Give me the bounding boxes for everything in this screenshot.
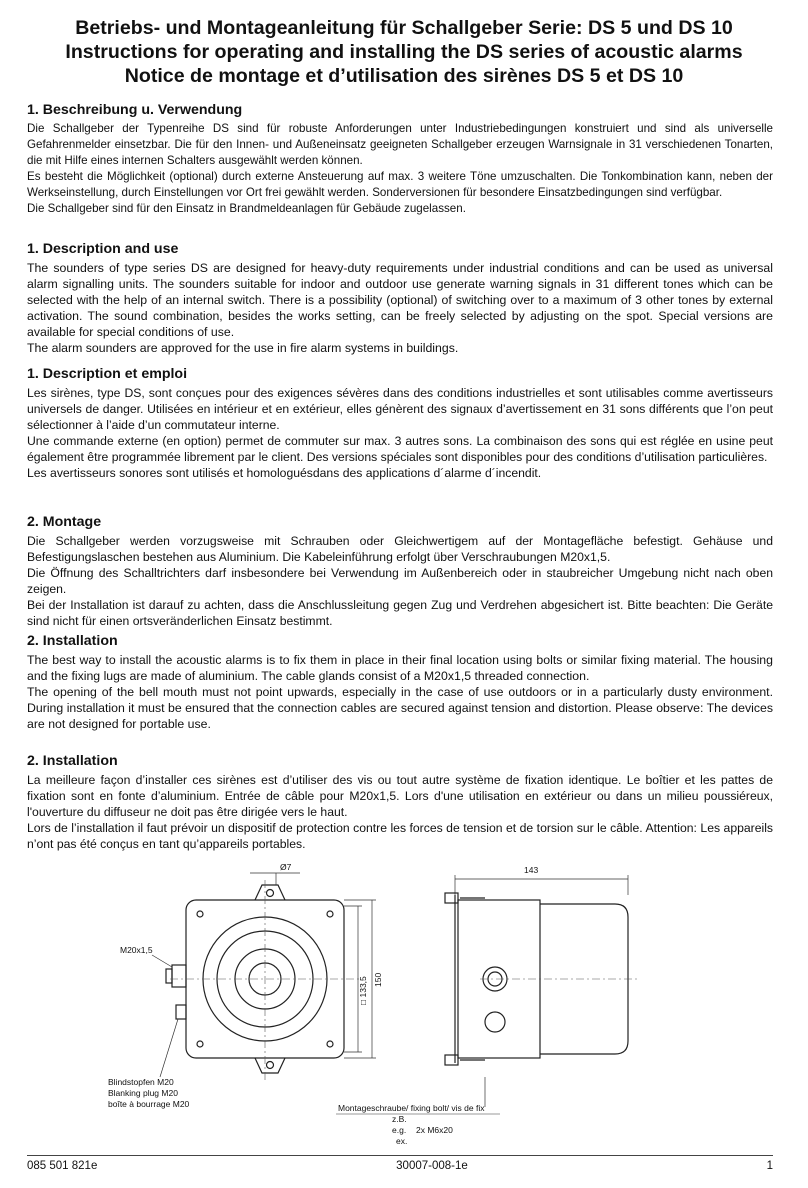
blanking-plug-de: Blindstopfen M20 — [108, 1077, 174, 1087]
dim-width-label: 143 — [524, 865, 539, 875]
page-footer — [27, 1155, 773, 1172]
paragraph: Die Schallgeber der Typenreihe DS sind für robuste Anforderungen unter Industriebedingungen konstruiert und sind als universelle Gefahrenmelder einsetzbar. Die für den Innen- und Außeneinsatz geeigneten Schallgeber erzeugen Warnsignale in 31 verschiedenen Tonarten, die mit Hilfe eines internen Schalters ausgewählt werden können. — [27, 122, 773, 167]
section-heading: 2. Installation — [27, 753, 118, 769]
paragraph: The sounders of type series DS are designed for heavy-duty requirements under industrial conditions and can be used as universal alarm signalling units. The sounders suitable for indoor and outdoor use generate warning signals in 31 different tones which can be selected with the help of an internal switch. There is a possibility (optional) of switching over to a maximum of 3 other tones by external activation. The sound combination, besides the works setting, can be freely selected by adjusting on the spot. Special versions are available for special conditions of use. — [27, 261, 773, 339]
dim-height-label: 150 — [373, 972, 383, 987]
section-description-french — [27, 365, 773, 481]
paragraph: Lors de l’installation il faut prévoir un dispositif de protection contre les forces de tension et de torsion sur le câble. Attention: Les appareils n’ont pas été conçus en tant qu’appareils portables. — [27, 821, 773, 851]
document-title-block — [0, 16, 808, 88]
document-number: 085 501 821e — [27, 1160, 98, 1172]
top-fixing-lug — [255, 885, 285, 900]
page-number: 1 — [766, 1160, 773, 1172]
technical-drawing — [100, 855, 660, 1155]
section-heading: 1. Beschreibung u. Verwendung — [27, 102, 243, 118]
cable-gland — [172, 965, 186, 987]
dim-inner-label: □ 133,5 — [358, 976, 368, 1005]
bolt-spec: 2x M6x20 — [416, 1125, 453, 1135]
blanking-plug-fr: boîte à bourrage M20 — [108, 1099, 190, 1109]
paragraph: Die Öffnung des Schalltrichters darf insbesondere bei Verwendung im Außenbereich oder in staubreicher Umgebung nicht nach oben zeigen. — [27, 566, 773, 596]
fixing-bolt-label: Montageschraube/ fixing bolt/ vis de fix — [338, 1103, 485, 1113]
paragraph: Die Schallgeber werden vorzugsweise mit Schrauben oder Gleichwertigem auf der Montagefläche befestigt. Gehäuse und Befestigungslaschen bestehen aus Aluminium. Die Kabeleinführung erfolgt über Verschraubungen M20x1,5. — [27, 534, 773, 564]
eg-en: e.g. — [392, 1125, 407, 1135]
section-heading: 1. Description and use — [27, 241, 179, 257]
paragraph: Une commande externe (en option) permet de commuter sur max. 3 autres sons. La combinaison des sons qui est réglée en usine peut également être programmée librement par le client. Des versions spéciales sont disponibles pour des conditions d’utilisation particulières. — [27, 434, 773, 464]
bottom-fixing-lug — [255, 1058, 285, 1073]
section-heading: 2. Montage — [27, 514, 102, 530]
section-installation-english — [27, 632, 773, 732]
section-installation-french — [27, 752, 773, 852]
section-description-german — [27, 101, 773, 217]
paragraph: The alarm sounders are approved for the use in fire alarm systems in buildings. — [27, 341, 459, 355]
blanking-plug-en: Blanking plug M20 — [108, 1088, 178, 1098]
gland-label: M20x1,5 — [120, 945, 153, 955]
paragraph: Die Schallgeber sind für den Einsatz in Brandmeldeanlagen für Gebäude zugelassen. — [27, 202, 466, 215]
eg-de: z.B. — [392, 1114, 407, 1124]
paragraph: Les avertisseurs sonores sont utilisés et homologuésdans des applications d´alarme d´incendit. — [27, 466, 542, 480]
title-german: Betriebs- und Montageanleitung für Schallgeber Serie: DS 5 und DS 10 — [75, 17, 733, 39]
paragraph: Es besteht die Möglichkeit (optional) durch externe Ansteuerung auf max. 3 weitere Töne umzuschalten. Die Tonkombination kann, neben der Werkseinstellung, durch Einstellungen vor Ort frei gewählt werden. Sonderversionen für besondere Einsatzbedingungen sind verfügbar. — [27, 170, 773, 199]
dim-hole-label: Ø7 — [280, 862, 292, 872]
paragraph: Les sirènes, type DS, sont conçues pour des exigences sévères dans des conditions industrielles et sont utilisables comme avertisseurs universels de danger. Utilisées en intérieur et en extérieur, elles génèrent des signaux d’avertissement en 31 sons différents que l’on peut sélectionner à l’aide d’un commutateur interne. — [27, 386, 773, 432]
revision-code: 30007-008-1e — [396, 1160, 468, 1172]
title-english: Instructions for operating and installing the DS series of acoustic alarms — [65, 41, 743, 63]
section-heading: 2. Installation — [27, 633, 118, 649]
section-description-english — [27, 240, 773, 356]
paragraph: The best way to install the acoustic alarms is to fix them in place in their final location using bolts or similar fixing material. The housing and the fixing lugs are made of aluminium. The cable glands consist of a M20x1,5 threaded connection. — [27, 653, 773, 683]
paragraph: The opening of the bell mouth must not point upwards, especially in the case of use outdoors or in a particularly dusty environment. During installation it must be ensured that the connection cables are secured against tension and distortion. Please observe: The devices are not designed for portable use. — [27, 685, 773, 731]
section-montage-german — [27, 513, 773, 629]
eg-fr: ex. — [396, 1136, 408, 1146]
title-french: Notice de montage et d’utilisation des sirènes DS 5 et DS 10 — [124, 65, 684, 87]
paragraph: La meilleure façon d’installer ces sirènes est d’utiliser des vis ou tout autre système de fixation identique. Le boîtier et les pattes de fixation sont en fonte d’aluminium. Entrée de câble pour M20x1,5. Lors d'une utilisation en extérieur ou dans un milieu poussiéreux, l'ouverture du diffuseur ne doit pas être dirigée vers le haut. — [27, 773, 773, 819]
paragraph: Bei der Installation ist darauf zu achten, dass die Anschlussleitung gegen Zug und Verdrehen abgesichert ist. Bitte beachten: Die Geräte sind nicht für einen ortsveränderlichen Einsatz bestimmt. — [27, 598, 773, 628]
section-heading: 1. Description et emploi — [27, 366, 188, 382]
blanking-plug — [176, 1005, 186, 1019]
